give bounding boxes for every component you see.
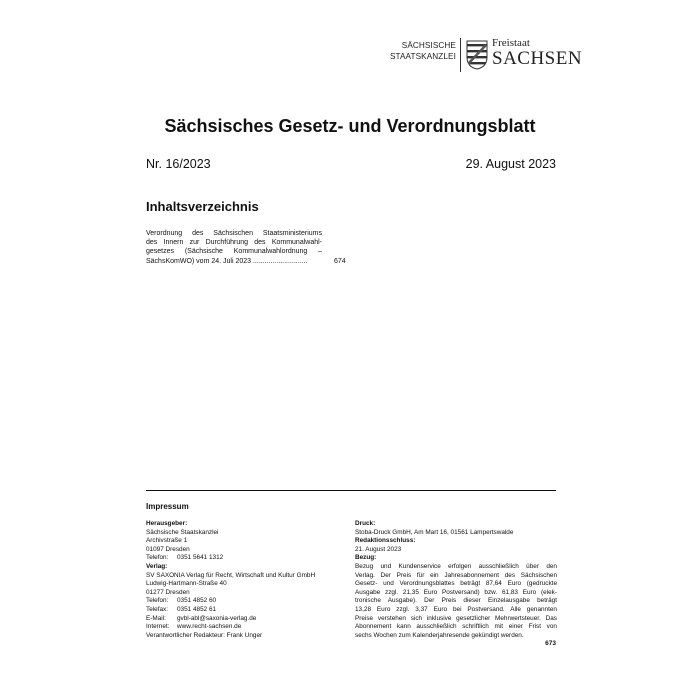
logo-left-line1: SÄCHSISCHE	[401, 41, 456, 50]
logo-right-line2: SACHSEN	[492, 48, 583, 69]
druck-value: Stoba-Druck GmbH, Am Mart 16, 01561 Lampertswalde	[355, 528, 514, 536]
herausgeber-line: Sächsische Staatskanzlei	[146, 528, 219, 536]
herausgeber-phone: Telefon: 0351 5641 1312	[146, 554, 224, 562]
bezug-line: tronische Ausgabe). Der Preis dieser Einzelausgabe beträgt	[355, 597, 557, 605]
verlag-phone: Telefon: 0351 4852 60	[146, 597, 217, 605]
redaktionsschluss-value: 21. August 2023	[355, 545, 402, 553]
logo-freistaat-sachsen	[492, 37, 582, 69]
coat-of-arms-icon	[466, 40, 488, 70]
bezug-line: Gesetz- und Verordnungsblattes beträgt 87,64 Euro (gedruckte	[355, 580, 557, 588]
herausgeber-line: 01097 Dresden	[146, 545, 190, 553]
verlag-line: 01277 Dresden	[146, 588, 190, 596]
logo-staatskanzlei-text	[372, 40, 456, 62]
bezug-line: Verlag. Der Preis für ein Jahresabonnement des Sächsischen	[355, 571, 557, 579]
impressum-divider	[146, 490, 556, 491]
toc-heading: Inhaltsverzeichnis	[146, 199, 259, 214]
verlag-line: Ludwig-Hartmann-Straße 40	[146, 580, 227, 588]
document-title: Sächsisches Gesetz- und Verordnungsblatt	[164, 116, 536, 136]
redaktionsschluss-label: Redaktionsschluss:	[355, 537, 416, 545]
bezug-line: sechs Wochen zum Kalenderjahresende gekündigt werden.	[355, 631, 524, 639]
bezug-line: 13,28 Euro zzgl. 3,37 Euro bei Postversand. Alle genannten	[355, 605, 557, 613]
toc-entry-page: 674	[334, 257, 346, 265]
verlag-website[interactable]: Internet: www.recht-sachsen.de	[146, 623, 242, 631]
toc-entry-line: des Innern zur Durchführung des Kommunalwahl-	[146, 239, 322, 247]
herausgeber-label: Herausgeber:	[146, 520, 188, 527]
bezug-line: Bezug und Kundenservice erfolgen ausschließlich über den	[355, 562, 557, 570]
impressum-right-column	[355, 520, 557, 640]
herausgeber-line: Archivstraße 1	[146, 537, 188, 545]
verlag-label: Verlag:	[146, 562, 168, 570]
toc-entry-line: Verordnung des Sächsischen Staatsministeriums	[146, 230, 322, 237]
verlag-email[interactable]: E-Mail: gvbl-abl@saxonia-verlag.de	[146, 614, 257, 622]
verlag-fax: Telefax: 0351 4852 61	[146, 605, 217, 613]
page-number: 673	[545, 640, 556, 647]
bezug-label: Bezug:	[355, 554, 377, 562]
verlag-line: SV SAXONIA Verlag für Recht, Wirtschaft und Kultur GmbH	[146, 571, 316, 579]
impressum-left-column	[146, 520, 346, 640]
bezug-line: Ausgabe zzgl. 21,35 Euro Postversand) bzw. 61,83 Euro (elek-	[355, 588, 557, 596]
logo-right-line1: Freistaat	[492, 37, 530, 49]
logo-divider	[460, 38, 461, 72]
impressum-heading: Impressum	[146, 502, 189, 511]
issue-date: 29. August 2023	[465, 157, 556, 171]
bezug-line: Preise verstehen sich inklusive gesetzlicher Mehrwertsteuer. Das	[355, 614, 557, 622]
toc-entry-line: gesetzes (Sächsische Kommunalwahlordnung –	[146, 248, 322, 256]
issue-number: Nr. 16/2023	[146, 157, 211, 171]
logo-left-line2: STAATSKANZLEI	[389, 52, 456, 61]
toc-entry[interactable]	[146, 229, 322, 266]
editor-line: Verantwortlicher Redakteur: Frank Unger	[146, 631, 263, 639]
bezug-line: Abonnement kann ausschließlich schriftlich mit einer Frist von	[355, 623, 557, 631]
druck-label: Druck:	[355, 520, 376, 527]
toc-entry-line: SächsKomWO) vom 24. Juli 2023 ............................	[146, 257, 308, 265]
